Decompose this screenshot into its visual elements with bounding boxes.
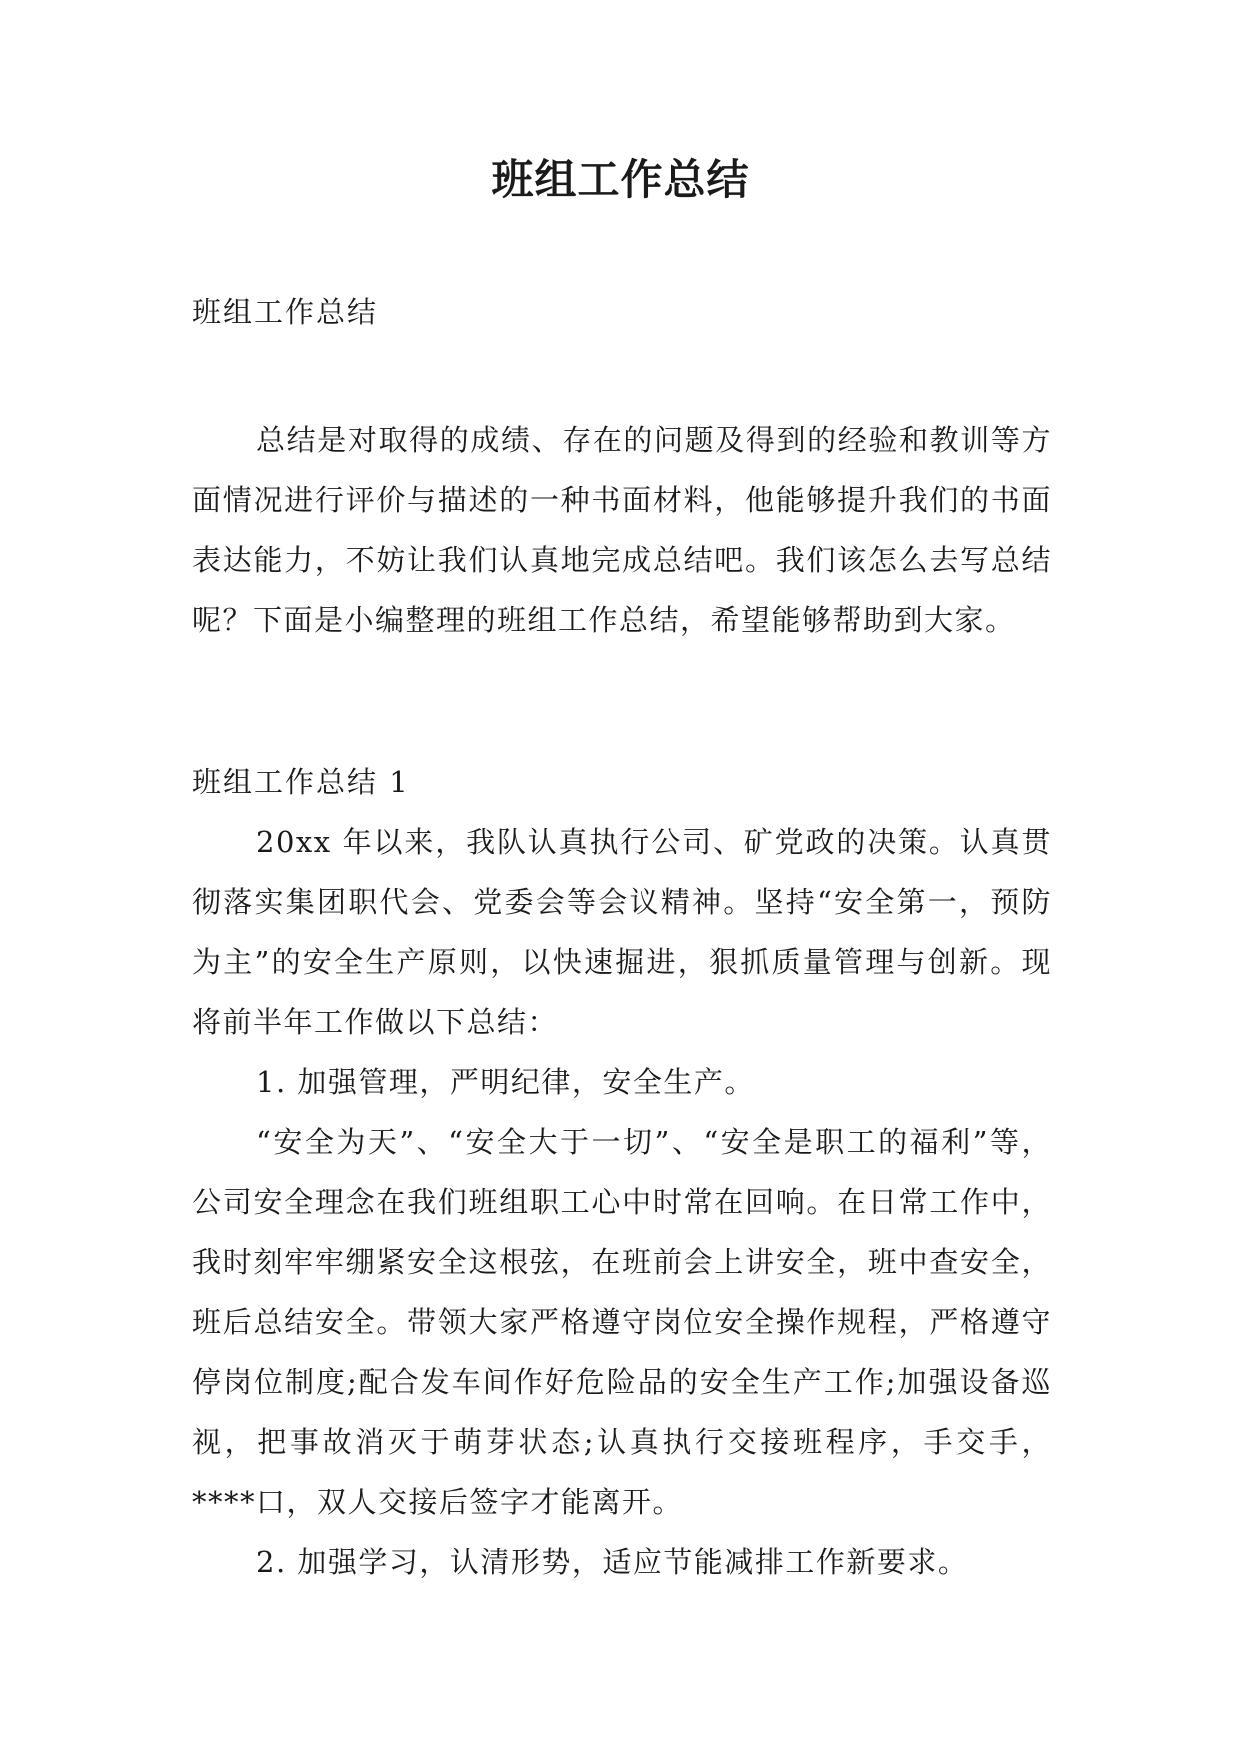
section-heading: 班组工作总结 1 bbox=[192, 765, 410, 799]
document-title: 班组工作总结 bbox=[491, 155, 750, 204]
section-body bbox=[192, 812, 1052, 1592]
document-subtitle: 班组工作总结 bbox=[192, 295, 379, 329]
body-paragraph-2: 1. 加强管理，严明纪律，安全生产。 bbox=[256, 1065, 755, 1099]
body-paragraph-4: 2. 加强学习，认清形势，适应节能减排工作新要求。 bbox=[256, 1545, 969, 1579]
body-paragraph-3: “安全为天”、“安全大于一切”、“安全是职工的福利”等，公司安全理念在我们班组职工心中时常在回响。在日常工作中，我时刻牢牢绷紧安全这根弦，在班前会上讲安全，班中查安全，班后总结安全。带领大家严格遵守岗位安全操作规程，严格遵守停岗位制度;配合发车间作好危险品的安全生产工作;加强设备巡视，把事故消灭于萌芽状态;认真执行交接班程序，手交手，****口，双人交接后签字才能离开。 bbox=[192, 1125, 1052, 1519]
body-paragraph-1: 20xx 年以来，我队认真执行公司、矿党政的决策。认真贯彻落实集团职代会、党委会等会议精神。坚持“安全第一，预防为主”的安全生产原则，以快速掘进，狠抓质量管理与创新。现将前半年工作做以下总结： bbox=[192, 825, 1052, 1039]
intro-paragraph: 总结是对取得的成绩、存在的问题及得到的经验和教训等方面情况进行评价与描述的一种书面材料，他能够提升我们的书面表达能力，不妨让我们认真地完成总结吧。我们该怎么去写总结呢？下面是小编整理的班组工作总结，希望能够帮助到大家。 bbox=[192, 423, 1052, 637]
